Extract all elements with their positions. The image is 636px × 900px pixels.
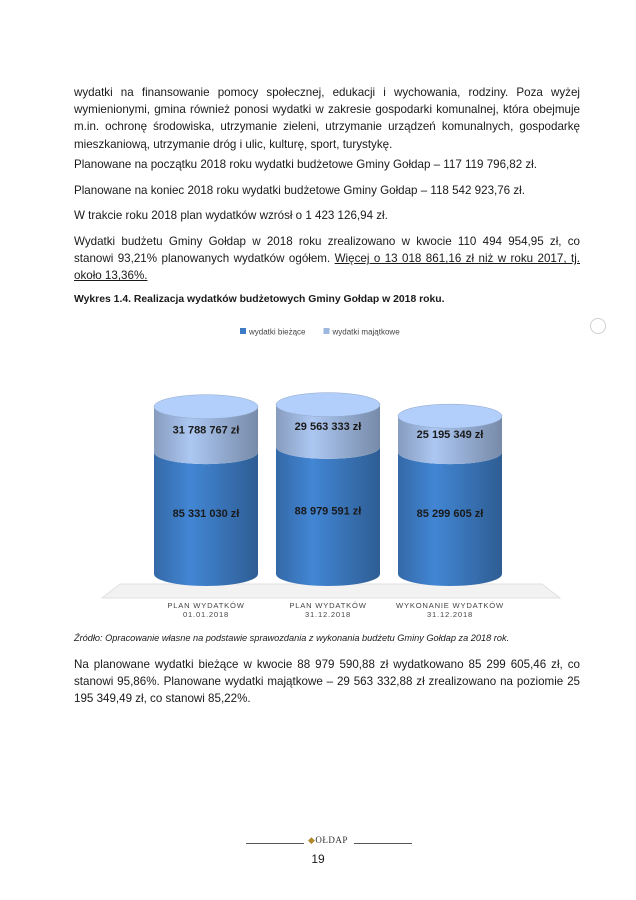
category-label-2-line-2: 31.12.2018 bbox=[304, 610, 352, 619]
summary-paragraph: Na planowane wydatki bieżące w kwocie 88 979 590,88 zł wydatkowano 85 299 605,46 zł, co stanowi 95,86%. Planowane wydatki majątkowe – 29 563 332,88 zł zrealizowano na poziomie 25 195 349,49 zł, co stanowi 85,22%. bbox=[74, 658, 580, 706]
data-label-current-3: 85 299 605 zł bbox=[416, 508, 484, 521]
planned-start-paragraph: Planowane na początku 2018 roku wydatki budżetowe Gminy Gołdap – 117 119 796,82 zł. bbox=[74, 158, 537, 171]
data-label-capital-1: 31 788 767 zł bbox=[172, 424, 240, 437]
plan-increase-paragraph: W trakcie roku 2018 plan wydatków wzrósł o 1 423 126,94 zł. bbox=[74, 209, 388, 222]
chart-floor bbox=[102, 584, 560, 598]
legend-label-current: wydatki bieżące bbox=[249, 327, 306, 337]
footer-line-right bbox=[354, 843, 412, 844]
realization-paragraph bbox=[74, 233, 580, 285]
data-label-capital-3: 25 195 349 zł bbox=[416, 429, 484, 442]
data-label-capital-2: 29 563 333 zł bbox=[294, 420, 362, 433]
category-label-3-line-1: WYKONANIE WYDATKÓW bbox=[396, 601, 504, 610]
chart-svg bbox=[72, 316, 570, 632]
scan-hole-mark bbox=[590, 318, 606, 334]
data-label-current-1: 85 331 030 zł bbox=[172, 508, 240, 521]
cylinder-top-3 bbox=[398, 404, 502, 428]
logo-crest-icon: ◆ bbox=[308, 835, 316, 845]
cylinder-top-2 bbox=[276, 393, 380, 417]
realization-text: Wydatki budżetu Gminy Gołdap w 2018 roku zrealizowano w kwocie 110 494 954,95 zł, co stanowi 93,21% planowanych wydatków ogółem. bbox=[74, 235, 580, 266]
page-number: 19 bbox=[311, 852, 325, 866]
category-label-2-line-1: PLAN WYDATKÓW bbox=[289, 601, 367, 610]
intro-paragraph: wydatki na finansowanie pomocy społecznej, edukacji i wychowania, rodziny. Poza wyżej wymienionymi, gmina również ponosi wydatki w zakresie gospodarki komunalnej, która obejmuje m.in. ochronę środowiska, utrzymanie zieleni, utrzymanie urządzeń komunalnych, gospodarkę mieszkaniową, utrzymanie dróg i ulic, kulturę, sport, turystykę. bbox=[74, 86, 580, 151]
cylinder-top-1 bbox=[154, 395, 258, 419]
legend-swatch-current bbox=[240, 328, 246, 334]
expenditure-chart bbox=[72, 316, 570, 632]
category-label-3-line-2: 31.12.2018 bbox=[426, 610, 474, 619]
data-label-current-2: 88 979 591 zł bbox=[294, 505, 362, 518]
legend-label-capital: wydatki majątkowe bbox=[332, 327, 400, 337]
category-label-1-line-2: 01.01.2018 bbox=[182, 610, 230, 619]
comparison-2017-text: Więcej o 13 018 861,16 zł niż w roku 2017, tj. około 13,36%. bbox=[74, 252, 580, 283]
category-label-1-line-1: PLAN WYDATKÓW bbox=[167, 601, 245, 610]
legend-swatch-capital bbox=[324, 328, 330, 334]
footer-line-left bbox=[246, 843, 304, 844]
source-note: Źródło: Opracowanie własne na podstawie sprawozdania z wykonania budżetu Gminy Gołdap za 2018 rok. bbox=[74, 633, 510, 643]
planned-end-paragraph: Planowane na koniec 2018 roku wydatki budżetowe Gminy Gołdap – 118 542 923,76 zł. bbox=[74, 184, 525, 197]
goldap-logo: ◆OŁDAP bbox=[308, 835, 348, 845]
figure-caption: Wykres 1.4. Realizacja wydatków budżetowych Gminy Gołdap w 2018 roku. bbox=[74, 294, 445, 305]
